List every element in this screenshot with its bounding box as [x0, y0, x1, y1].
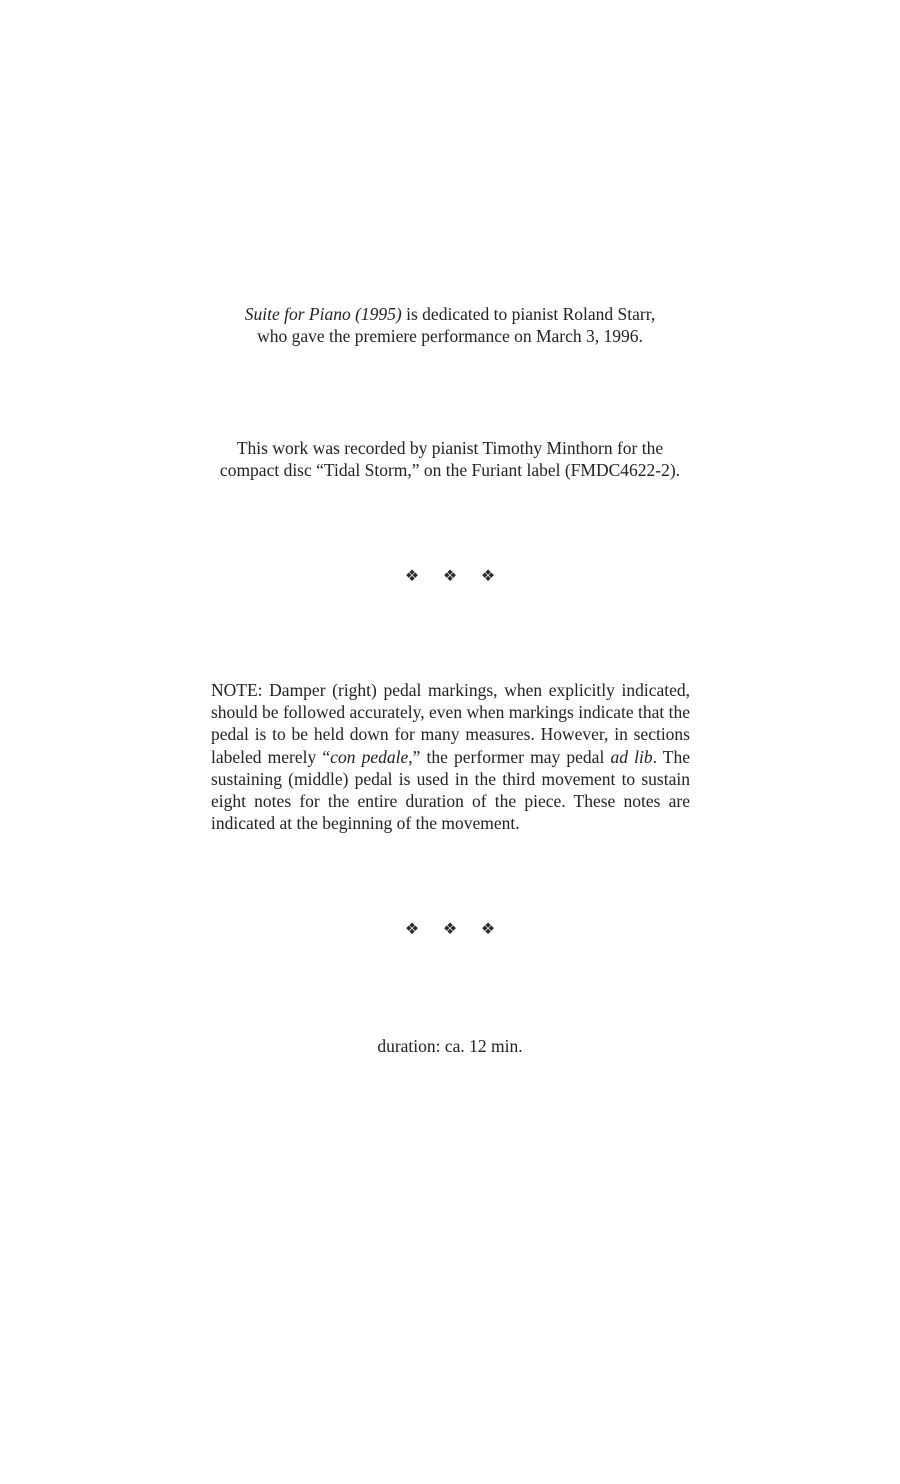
note-italic-ad-lib: ad lib [610, 746, 653, 767]
dedication-paragraph [0, 303, 900, 347]
performance-note [211, 679, 690, 834]
recording-line-2: compact disc “Tidal Storm,” on the Furiant label (FMDC4622-2). [219, 460, 681, 480]
ornament-divider [0, 566, 900, 586]
note-text-2: ,” the performer may pedal [408, 746, 611, 767]
note-italic-con-pedale: con pedale [330, 746, 409, 767]
ornament-icon: ❖ [442, 568, 458, 585]
ornament-icon: ❖ [404, 568, 420, 585]
recording-line-1: This work was recorded by pianist Timothy Minthorn for the [236, 438, 664, 458]
ornament-icon: ❖ [442, 921, 458, 938]
ornament-icon: ❖ [480, 568, 496, 585]
dedication-line-1-text: is dedicated to pianist Roland Starr, [401, 304, 656, 324]
dedication-line-2: who gave the premiere performance on March 3, 1996. [257, 326, 643, 346]
duration-text: duration: ca. 12 min. [377, 1036, 523, 1056]
ornament-icon: ❖ [480, 921, 496, 938]
work-title: Suite for Piano (1995) [244, 304, 402, 324]
note-text-1: NOTE: Damper (right) pedal markings, when explicitly indicated, should be followed accurately, even when markings indicate that the pedal is to be held down for many measures. However, in sections labeled merely “ [211, 680, 690, 767]
dedication-line-1 [0, 303, 900, 325]
note-text-3: . The sustaining (middle) pedal is used in the third movement to sustain eight notes for the entire duration of the piece. These notes are indicated at the beginning of the movement. [211, 746, 690, 834]
ornament-icon: ❖ [404, 921, 420, 938]
recording-paragraph [0, 437, 900, 481]
ornament-divider [0, 919, 900, 939]
